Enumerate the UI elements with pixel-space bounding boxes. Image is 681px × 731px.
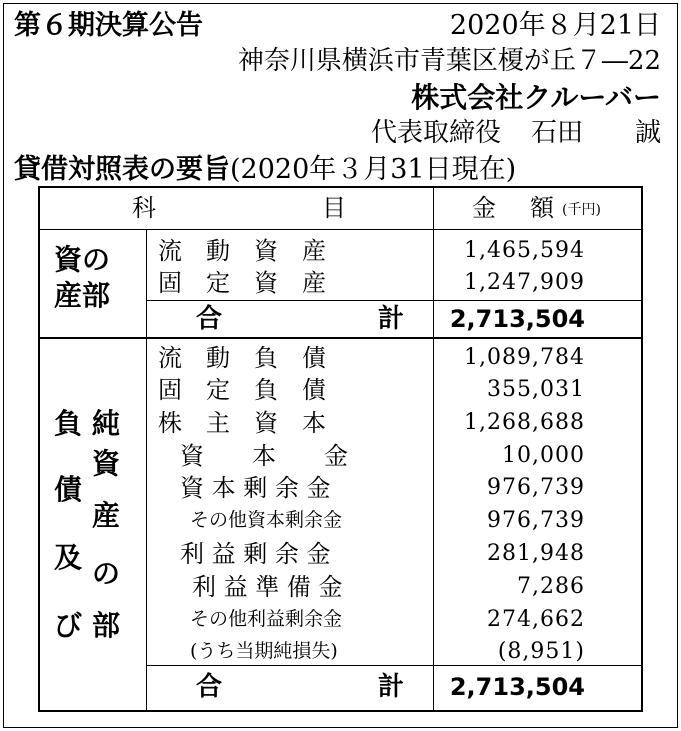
equity-label-capital-surplus: 資 本 剰 余 金 xyxy=(180,474,331,502)
assets-section-rule xyxy=(40,337,641,339)
equity-label-retained-earnings: 利 益 剰 余 金 xyxy=(180,540,331,568)
assets-total-label-1: 合 xyxy=(196,304,223,334)
assets-section-label-1: 資の xyxy=(54,243,111,276)
balance-sheet-table xyxy=(38,186,643,712)
col-header-amount-1: 金 xyxy=(472,194,496,222)
company-address: 神奈川県横浜市青葉区榎が丘７―22 xyxy=(237,46,661,76)
asset-label-fixed: 固 定 資 産 xyxy=(158,269,326,297)
liabilities-total-label-2: 計 xyxy=(378,672,405,702)
balance-sheet-title xyxy=(14,156,516,183)
liab-label-current: 流 動 負 債 xyxy=(158,344,326,372)
equity-label-shareholders: 株 主 資 本 xyxy=(158,409,326,437)
equity-value-other-retained-earnings: 274,662 xyxy=(487,607,585,632)
announcement-date: 2020年８月21日 xyxy=(449,10,661,41)
liab-section-label-b4: の xyxy=(92,557,121,590)
equity-value-capital-surplus: 976,739 xyxy=(487,475,585,500)
equity-value-net-loss: (8,951) xyxy=(497,639,585,664)
equity-value-shareholders: 1,268,688 xyxy=(464,410,585,435)
announcement-title: 第６期決算公告 xyxy=(14,10,203,41)
equity-label-net-loss: (うち当期純損失) xyxy=(190,640,338,662)
liab-section-label-a3: 及 xyxy=(54,541,83,574)
col-header-item-2: 目 xyxy=(322,194,346,222)
liabilities-total-label-1: 合 xyxy=(196,672,223,702)
liab-value-fixed: 355,031 xyxy=(487,377,585,402)
liab-section-label-b1: 純 xyxy=(92,407,121,440)
col-header-item-1: 科 xyxy=(132,194,156,222)
asset-value-fixed: 1,247,909 xyxy=(464,270,585,295)
liab-section-label-a2: 債 xyxy=(54,473,83,506)
header-rule xyxy=(40,229,641,230)
section-label-divider xyxy=(146,229,147,710)
equity-value-retained-earnings: 281,948 xyxy=(487,541,585,566)
equity-label-other-capital-surplus: その他資本剰余金 xyxy=(190,509,343,531)
equity-label-capital: 資 本 金 xyxy=(180,442,348,470)
assets-total-label-2: 計 xyxy=(378,304,405,334)
representative xyxy=(371,120,661,146)
equity-value-other-capital-surplus: 976,739 xyxy=(487,508,585,533)
liab-section-label-b2: 資 xyxy=(92,447,121,480)
balance-sheet-as-of: (2020年３月31日現在) xyxy=(230,154,517,185)
liab-section-label-b3: 産 xyxy=(92,499,121,532)
assets-total-value: 2,713,504 xyxy=(449,305,585,333)
liabilities-total-rule xyxy=(146,665,641,666)
equity-label-legal-reserve: 利 益 準 備 金 xyxy=(192,573,343,601)
representative-title: 代表取締役 xyxy=(370,118,501,148)
asset-label-current: 流 動 資 産 xyxy=(158,237,326,265)
assets-section-label-2: 産部 xyxy=(54,279,111,312)
equity-value-capital: 10,000 xyxy=(502,443,585,468)
assets-subtotal-rule xyxy=(146,300,641,301)
col-header-amount-2: 額 xyxy=(530,194,554,222)
liab-section-label-b5: 部 xyxy=(92,609,121,642)
equity-label-other-retained-earnings: その他利益剰余金 xyxy=(190,608,343,630)
equity-value-legal-reserve: 7,286 xyxy=(517,574,585,599)
liab-section-label-a1: 負 xyxy=(54,407,83,440)
balance-sheet-title-text: 貸借対照表の要旨 xyxy=(14,154,230,185)
representative-name: 石田 誠 xyxy=(530,118,661,148)
liab-section-label-a4: び xyxy=(54,609,83,642)
asset-value-current: 1,465,594 xyxy=(464,238,585,263)
liab-value-current: 1,089,784 xyxy=(464,345,585,370)
amount-divider xyxy=(433,188,434,710)
company-name: 株式会社クルーバー xyxy=(411,81,661,114)
liab-label-fixed: 固 定 負 債 xyxy=(158,376,326,404)
col-header-unit: (千円) xyxy=(562,202,601,218)
liabilities-total-value: 2,713,504 xyxy=(449,673,585,701)
